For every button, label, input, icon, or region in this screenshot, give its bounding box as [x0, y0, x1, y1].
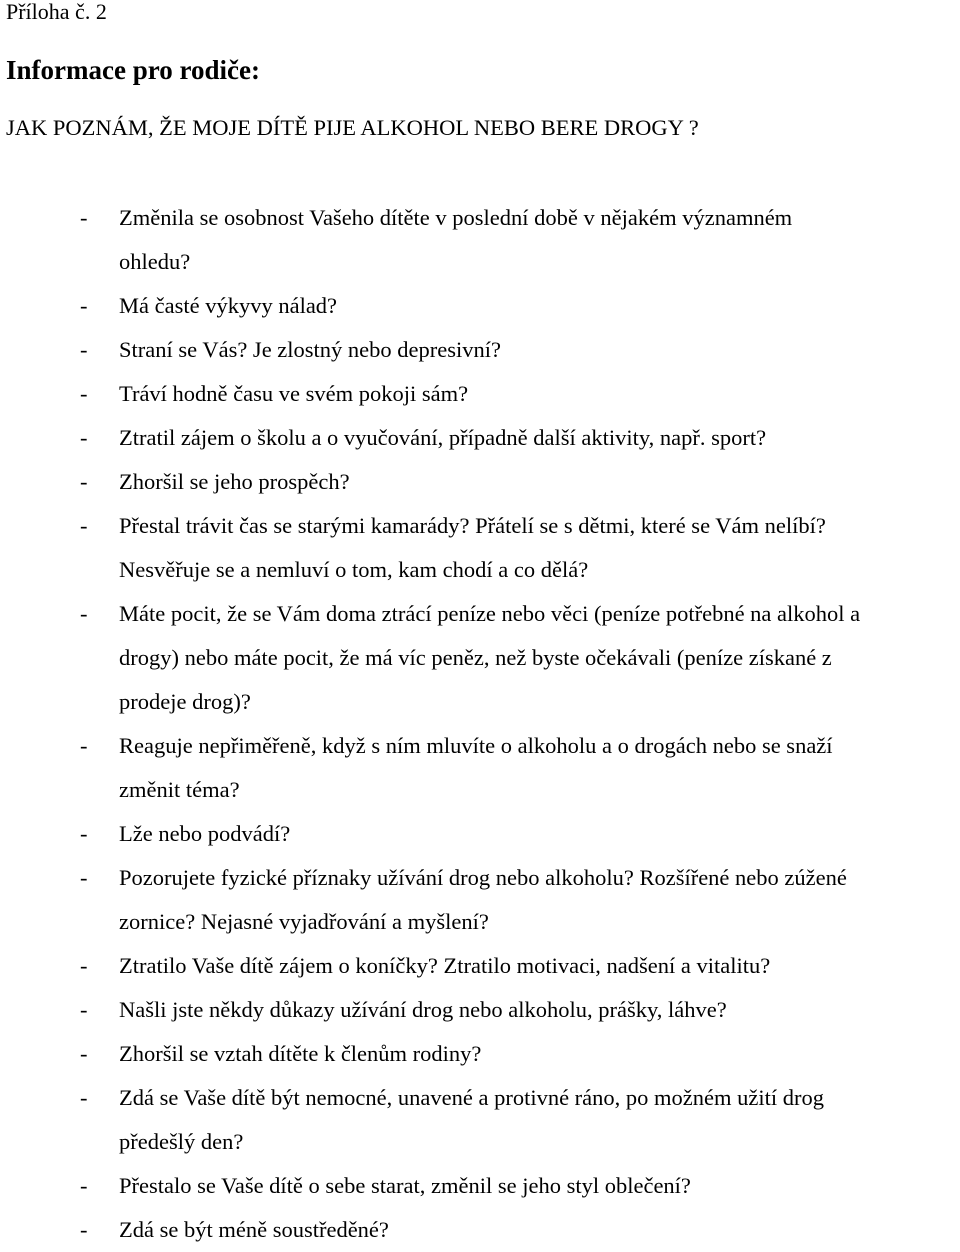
- bullet-dash: -: [80, 1041, 88, 1066]
- list-item-line: Tráví hodně času ve svém pokoji sám?: [119, 381, 469, 406]
- list-item-line: Zdá se být méně soustředěné?: [119, 1217, 389, 1242]
- bullet-dash: -: [80, 293, 88, 318]
- list-item: [0, 196, 960, 284]
- list-item: [0, 1164, 960, 1208]
- list-item-line: Lže nebo podvádí?: [119, 821, 291, 846]
- bullet-dash: -: [80, 337, 88, 362]
- list-item: [0, 1076, 960, 1164]
- list-item: [0, 1032, 960, 1076]
- list-item-line: Změnila se osobnost Vašeho dítěte v poslední době v nějakém významném: [119, 205, 793, 230]
- bullet-dash: -: [80, 733, 88, 758]
- list-item-line: Máte pocit, že se Vám doma ztrácí peníze nebo věci (peníze potřebné na alkohol a: [119, 601, 861, 626]
- list-item-line: drogy) nebo máte pocit, že má víc peněz, než byste očekávali (peníze získané z: [119, 645, 832, 670]
- list-item-line: Má časté výkyvy nálad?: [119, 293, 338, 318]
- list-item-line: Pozorujete fyzické příznaky užívání drog nebo alkoholu? Rozšířené nebo zúžené: [119, 865, 847, 890]
- list-item: [0, 284, 960, 328]
- bullet-dash: -: [80, 1085, 88, 1110]
- list-item-line: Přestal trávit čas se starými kamarády? Přátelí se s dětmi, které se Vám nelíbí?: [119, 513, 826, 538]
- bullet-dash: -: [80, 469, 88, 494]
- list-item: [0, 328, 960, 372]
- section-question: JAK POZNÁM, ŽE MOJE DÍTĚ PIJE ALKOHOL NEBO BERE DROGY ?: [6, 115, 699, 140]
- page-title: Informace pro rodiče:: [6, 55, 260, 85]
- bullet-dash: -: [80, 513, 88, 538]
- bullet-dash: -: [80, 821, 88, 846]
- list-item-line: Reaguje nepřiměřeně, když s ním mluvíte o alkoholu a o drogách nebo se snaží: [119, 733, 833, 758]
- bullet-dash: -: [80, 1217, 88, 1242]
- attachment-label: Příloha č. 2: [6, 0, 107, 24]
- list-item: [0, 504, 960, 592]
- bullet-dash: -: [80, 953, 88, 978]
- list-item: [0, 592, 960, 724]
- list-item-line: Ztratilo Vaše dítě zájem o koníčky? Ztratilo motivaci, nadšení a vitalitu?: [119, 953, 771, 978]
- list-item-line: Nesvěřuje se a nemluví o tom, kam chodí a co dělá?: [119, 557, 589, 582]
- bullet-dash: -: [80, 205, 88, 230]
- list-item: [0, 856, 960, 944]
- list-item-line: Zhoršil se jeho prospěch?: [119, 469, 350, 494]
- list-item-line: Zdá se Vaše dítě být nemocné, unavené a protivné ráno, po možném užití drog: [119, 1085, 824, 1110]
- bullet-dash: -: [80, 997, 88, 1022]
- list-item-line: Straní se Vás? Je zlostný nebo depresivní?: [119, 337, 501, 362]
- list-item-line: Ztratil zájem o školu a o vyučování, případně další aktivity, např. sport?: [119, 425, 767, 450]
- list-item-line: Zhoršil se vztah dítěte k členům rodiny?: [119, 1041, 482, 1066]
- list-item: [0, 1208, 960, 1252]
- list-item-line: předešlý den?: [119, 1129, 244, 1154]
- list-item: [0, 944, 960, 988]
- warning-signs-list: [0, 196, 960, 1252]
- bullet-dash: -: [80, 601, 88, 626]
- list-item: [0, 372, 960, 416]
- list-item-line: Přestalo se Vaše dítě o sebe starat, změnil se jeho styl oblečení?: [119, 1173, 691, 1198]
- bullet-dash: -: [80, 1173, 88, 1198]
- bullet-dash: -: [80, 425, 88, 450]
- list-item: [0, 724, 960, 812]
- list-item: [0, 988, 960, 1032]
- bullet-dash: -: [80, 865, 88, 890]
- list-item-line: změnit téma?: [119, 777, 240, 802]
- list-item-line: ohledu?: [119, 249, 191, 274]
- list-item-line: zornice? Nejasné vyjadřování a myšlení?: [119, 909, 489, 934]
- bullet-dash: -: [80, 381, 88, 406]
- list-item: [0, 812, 960, 856]
- list-item: [0, 416, 960, 460]
- list-item: [0, 460, 960, 504]
- list-item-line: Našli jste někdy důkazy užívání drog nebo alkoholu, prášky, láhve?: [119, 997, 727, 1022]
- list-item-line: prodeje drog)?: [119, 689, 251, 714]
